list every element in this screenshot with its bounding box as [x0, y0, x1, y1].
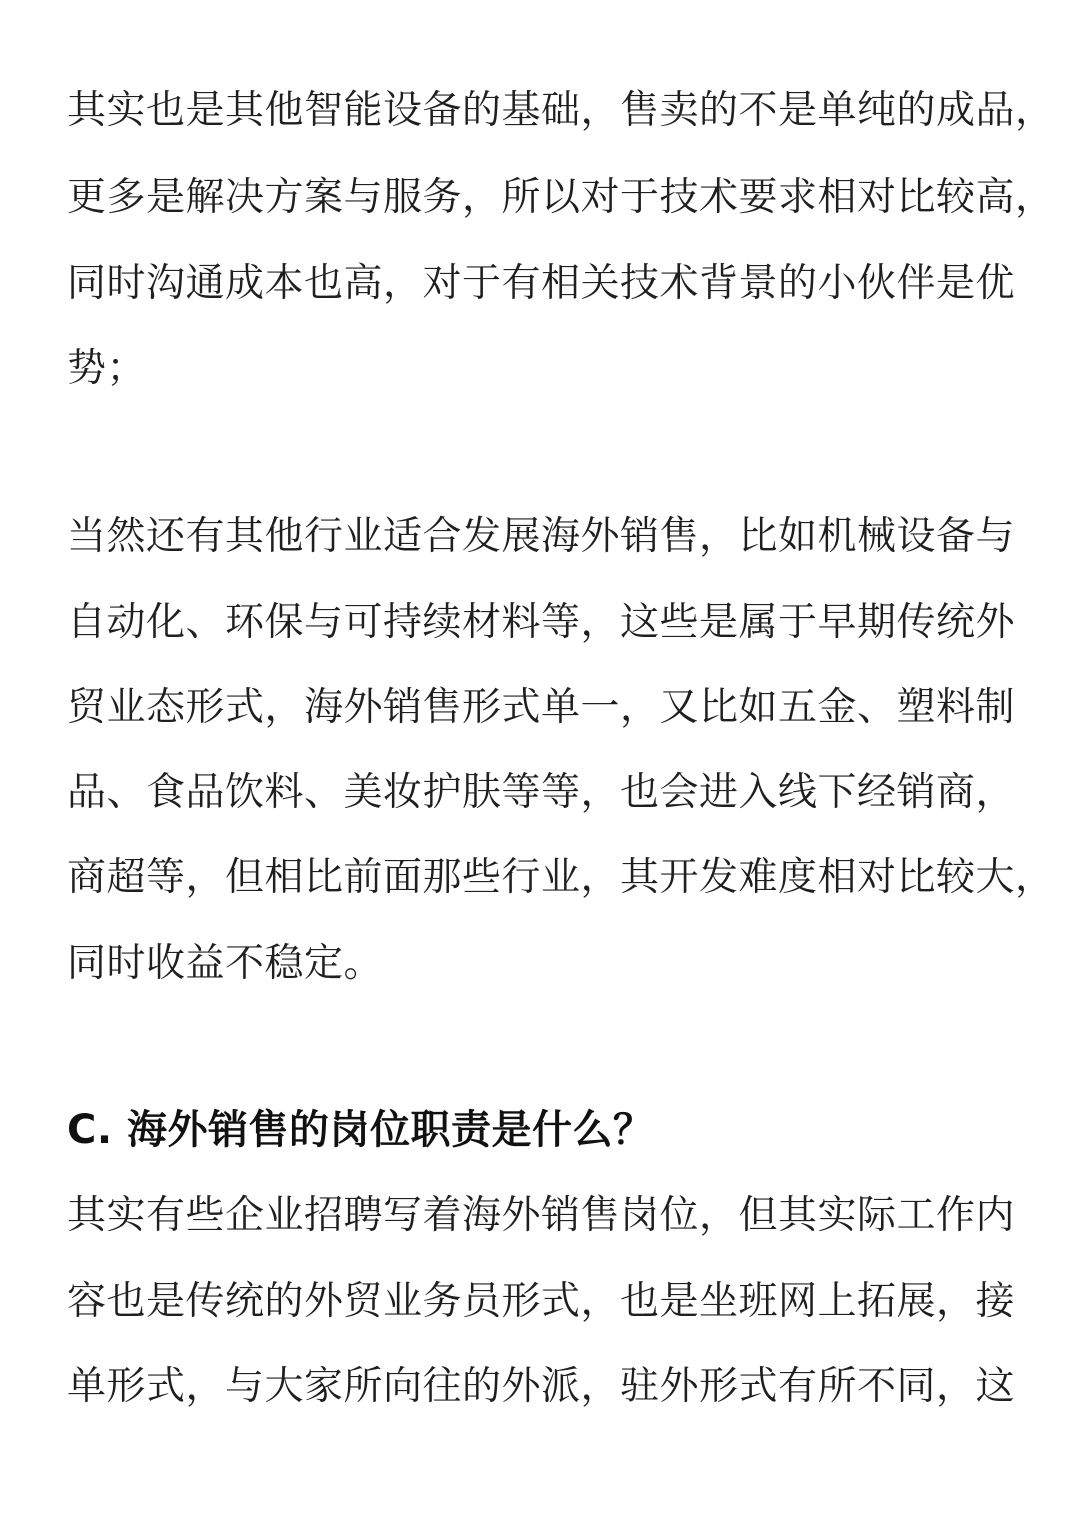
paragraph-3-line-1: 其实有些企业招聘写着海外销售岗位，但其实际工作内 — [67, 1193, 1016, 1238]
paragraph-2-line-6: 同时收益不稳定。 — [67, 941, 384, 986]
section-heading: C. 海外销售的岗位职责是什么？ — [67, 1107, 654, 1153]
paragraph-2-line-1: 当然还有其他行业适合发展海外销售，比如机械设备与 — [67, 514, 1016, 559]
paragraph-1-line-3: 同时沟通成本也高，对于有相关技术背景的小伙伴是优 — [67, 261, 1016, 306]
paragraph-2-line-3: 贸业态形式，海外销售形式单一，又比如五金、塑料制 — [67, 685, 1016, 730]
paragraph-1-line-2: 更多是解决方案与服务，所以对于技术要求相对比较高， — [67, 175, 1055, 220]
paragraph-1-line-4: 势； — [67, 346, 147, 391]
paragraph-1-line-1: 其实也是其他智能设备的基础，售卖的不是单纯的成品， — [67, 88, 1055, 133]
paragraph-3-line-2: 容也是传统的外贸业务员形式，也是坐班网上拓展，接 — [67, 1279, 1016, 1324]
paragraph-3-line-3: 单形式，与大家所向往的外派，驻外形式有所不同，这 — [67, 1364, 1016, 1409]
paragraph-2-line-5: 商超等，但相比前面那些行业，其开发难度相对比较大， — [67, 855, 1055, 900]
paragraph-2-line-2: 自动化、环保与可持续材料等，这些是属于早期传统外 — [67, 600, 1016, 645]
paragraph-2-line-4: 品、食品饮料、美妆护肤等等，也会进入线下经销商， — [67, 770, 1016, 815]
